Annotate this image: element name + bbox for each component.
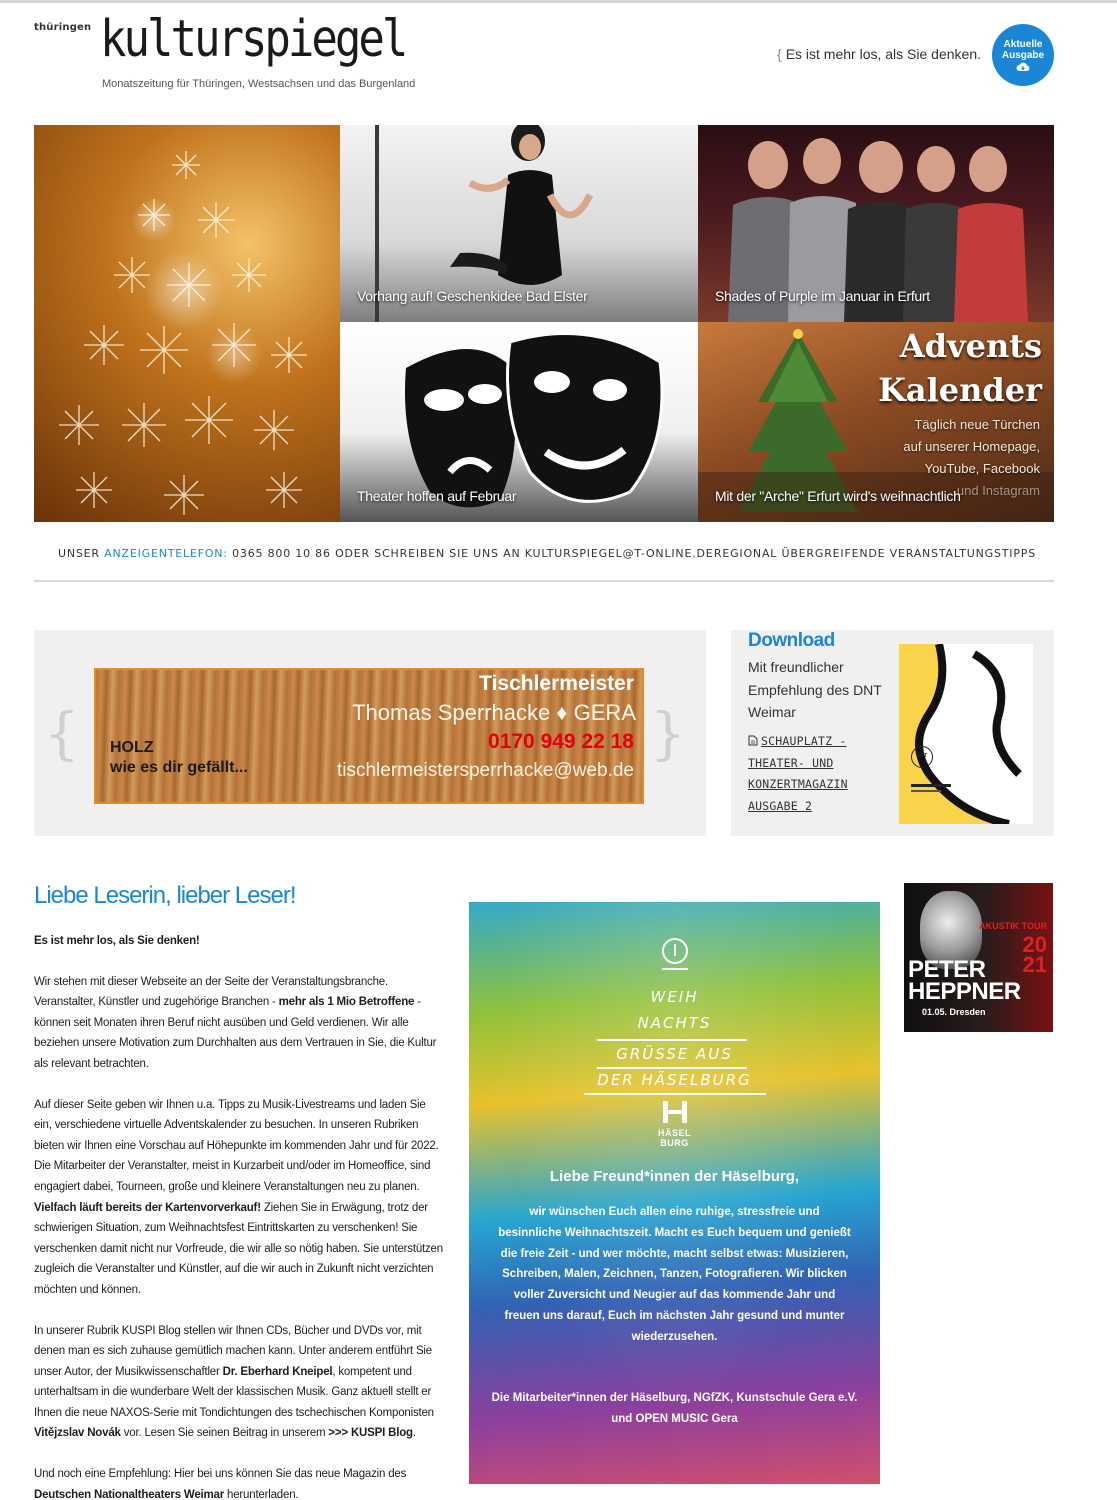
haeselburg-greeting-card[interactable] xyxy=(469,902,880,1484)
hero-tile-christmas-tree[interactable] xyxy=(34,125,340,522)
p3-text-c: , kompetent und unterhaltsam in die wunderbare Welt der klassischen Musik. Ganz aktuell stellt er Ihnen die neue NAXOS-Serie mit Tondichtungen des tschechischen Komponisten xyxy=(34,1365,434,1419)
p2-text-c: Ziehen Sie in Erwägung, trotz der schwierigen Situation, zum Weihnachtsfest Eintrittskarten zu verschenken! Sie verschenken damit nicht nur Vorfreude, die wir alle so nötig haben. Sie unterstützen zugleich die Veranstalter und Künstler, auf die wir auch in Zukunft nicht verzichten möchten und können. xyxy=(34,1201,443,1296)
advent-sub-line2: auf unserer Homepage, xyxy=(903,439,1040,454)
info-bar xyxy=(34,544,1054,582)
card-heading-1: WEIH xyxy=(650,988,699,1006)
hero-caption: Theater hoffen auf Februar xyxy=(357,488,517,504)
peter-heppner-ad[interactable] xyxy=(904,883,1053,1032)
p1-bold: mehr als 1 Mio Betroffene xyxy=(278,996,415,1009)
ph-name-line2: HEPPNER xyxy=(908,978,1021,1005)
advent-title xyxy=(878,324,1042,412)
ph-year xyxy=(1022,932,1047,977)
site-tagline: Monatszeitung für Thüringen, Westsachsen und das Burgenland xyxy=(102,78,416,90)
ad-title: Tischlermeister xyxy=(479,672,634,695)
hero-grid xyxy=(34,125,1054,522)
haeselburg-logo-icon xyxy=(661,1101,689,1123)
card-divider xyxy=(597,1039,747,1041)
advent-sub-line3: YouTube, Facebook xyxy=(924,461,1040,476)
ph-year-line1: 20 xyxy=(1022,932,1047,957)
dnt-badge: DNT xyxy=(911,746,933,768)
slider-prev-arrow[interactable]: { xyxy=(44,702,80,767)
hero-caption: Shades of Purple im Januar in Erfurt xyxy=(715,288,930,304)
info-prefix: UNSER xyxy=(58,547,105,560)
magazine-cover-art xyxy=(899,644,1033,824)
ph-tour: AKUSTIK TOUR xyxy=(979,921,1047,931)
slogan-text: Es ist mehr los, als Sie denken. xyxy=(785,46,981,62)
advent-sub-line4: und Instagram xyxy=(956,483,1040,498)
p1-text-a: Wir stehen mit dieser Webseite an der Seite der Veranstaltungsbranche. Veranstalter, Künstler und zugehörige Branchen - xyxy=(34,975,388,1009)
site-logo[interactable]: kulturspiegel xyxy=(100,10,406,69)
card-heading-4: DER HÄSELBURG xyxy=(597,1071,752,1089)
hero-tile-theater-masks[interactable] xyxy=(340,322,698,522)
advent-title-line2: Kalender xyxy=(878,371,1042,409)
hero-tile-advent-calendar[interactable] xyxy=(698,322,1054,522)
editorial-article xyxy=(34,880,444,1500)
ph-year-line2: 21 xyxy=(1022,952,1047,977)
download-text: Mit freundlicher Empfehlung des DNT Weimar xyxy=(748,659,882,720)
card-divider xyxy=(662,968,688,970)
card-greeting: Liebe Freund*innen der Häselburg, xyxy=(549,1168,800,1185)
ad-phone-info xyxy=(58,547,714,560)
download-link[interactable] xyxy=(748,731,878,817)
info-rest: 0365 800 10 86 ODER SCHREIBEN SIE UNS AN KULTURSPIEGEL@T-ONLINE.DE xyxy=(227,547,714,560)
ad-phone-link[interactable]: ANZEIGENTELEFON: xyxy=(104,547,228,560)
issue-button-line1: Aktuelle xyxy=(1003,38,1043,50)
p3-composer: Vitějzslav Novák xyxy=(34,1427,121,1440)
card-body: wir wünschen Euch allen eine ruhige, stressfreie und besinnliche Weihnachtszeit. Macht es Euch bequem und genießt die freie Zeit - und wer möchte, macht selbst etwas: Musizieren, Schreiben, Malen, Zeichnen, Tanzen, Fotografieren. Wir blicken voller Zuversicht und Neugier auf das kommende Jahr und freuen uns darauf, Euch im nächsten Jahr gesund und munter wiederzusehen. xyxy=(498,1206,851,1343)
issue-button-line2: Ausgabe xyxy=(1001,49,1045,61)
p3-author: Dr. Eberhard Kneipel xyxy=(222,1365,333,1378)
ad-slogan-line1: HOLZ xyxy=(110,739,154,756)
p2-bold: Vielfach läuft bereits der Kartenvorverkauf! xyxy=(34,1201,261,1214)
download-box xyxy=(731,630,1054,836)
magazine-cover[interactable] xyxy=(899,644,1033,824)
slogan-brace: { xyxy=(777,46,782,62)
regional-tips-link[interactable]: REGIONAL ÜBERGREIFENDE VERANSTALTUNGSTIPPS xyxy=(713,547,1036,560)
article-paragraph-4 xyxy=(34,1464,444,1500)
card-divider xyxy=(584,1093,766,1095)
card-brand xyxy=(469,1128,880,1148)
card-brand-line2: BURG xyxy=(660,1138,689,1148)
snowflake-tree-image xyxy=(34,125,340,522)
hero-tile-bad-elster[interactable] xyxy=(340,125,698,322)
kuspi-blog-link[interactable]: >>> KUSPI Blog xyxy=(328,1427,413,1440)
hero-tile-shades-of-purple[interactable] xyxy=(698,125,1054,322)
ph-name xyxy=(908,956,1021,1005)
p4-text-a: Und noch eine Empfehlung: Hier bei uns können Sie das neue Magazin des xyxy=(34,1468,407,1481)
ad-slogan-line2: wie es dir gefällt... xyxy=(110,759,248,776)
ad-email: tischlermeistersperrhacke@web.de xyxy=(336,760,634,781)
ph-name-line1: PETER xyxy=(908,956,986,983)
hero-caption: Vorhang auf! Geschenkidee Bad Elster xyxy=(357,288,588,304)
article-lead: Es ist mehr los, als Sie denken! xyxy=(34,935,200,947)
advent-sub-line1: Täglich neue Türchen xyxy=(914,417,1040,432)
current-issue-button[interactable] xyxy=(992,24,1054,86)
p4-text-c: herunterladen. xyxy=(224,1488,299,1500)
hero-caption: Mit der "Arche" Erfurt wird's weihnachtlich xyxy=(715,488,961,504)
ph-date: 01.05. Dresden xyxy=(922,1007,986,1017)
p1-text-c: - können seit Monaten ihren Beruf nicht ausüben und Geld verdienen. Wir alle beziehen unsere Motivation zum Durchhalten aus dem Vertrauen in Sie, die Kultur als relevant betrachten. xyxy=(34,996,437,1070)
ad-slogan xyxy=(110,738,248,778)
top-border xyxy=(0,0,1117,3)
ad-phone: 0170 949 22 18 xyxy=(488,730,634,753)
download-title: Download xyxy=(748,630,835,651)
ad-slider xyxy=(34,630,706,836)
article-paragraph-3 xyxy=(34,1321,444,1445)
article-paragraph-2 xyxy=(34,1095,444,1301)
card-brand-line1: HÄSEL xyxy=(657,1128,691,1138)
article-paragraph-1 xyxy=(34,972,444,1075)
file-icon xyxy=(748,735,758,746)
card-divider xyxy=(597,1067,747,1069)
p3-text-e: vor. Lesen Sie seinen Beitrag in unserem xyxy=(120,1427,329,1440)
download-link-text: SCHAUPLATZ - THEATER- UND KONZERTMAGAZIN AUSGABE 2 xyxy=(748,734,848,813)
logo-region-label[interactable]: thüringen xyxy=(34,22,92,33)
card-heading-2: NACHTS xyxy=(637,1014,712,1032)
ad-banner-tischlermeister[interactable] xyxy=(94,668,644,804)
p2-text-a: Auf dieser Seite geben wir Ihnen u.a. Tipps zu Musik-Livestreams und laden Sie ein, verschiedene virtuelle Adventskalender zu besuchen. In unseren Rubriken bieten wir Ihnen eine Vorschau auf Höhepunkte im kommenden Jahr und für 2022. Die Mitarbeiter der Veranstalter, meist in Kurzarbeit und/oder im Homeoffice, sind engagiert dabei, Tourneen, große und kleinere Veranstaltungen neu zu planen. xyxy=(34,1098,439,1193)
power-icon xyxy=(662,938,688,964)
card-footer: Die Mitarbeiter*innen der Häselburg, NGfZK, Kunstschule Gera e.V. und OPEN MUSIC Gera xyxy=(491,1392,858,1425)
slider-next-arrow[interactable]: } xyxy=(650,702,686,767)
advent-title-line1: Advents xyxy=(899,327,1042,365)
p3-text-g: . xyxy=(412,1427,416,1440)
p3-text-a: In unserer Rubrik KUSPI Blog stellen wir Ihnen CDs, Bücher und DVDs vor, mit denen man es sich zuhause gemütlich machen kann. Unter anderem entführt Sie unser Autor, der Musikwissenschaftler xyxy=(34,1324,432,1378)
header-slogan xyxy=(777,46,981,62)
ad-name: Thomas Sperrhacke ♦ GERA xyxy=(352,700,636,725)
cloud-download-icon xyxy=(1016,62,1030,72)
article-title: Liebe Leserin, lieber Leser! xyxy=(34,882,296,909)
card-heading-3: GRÜSSE AUS xyxy=(616,1045,733,1063)
dnt-weimar-link[interactable]: Deutschen Nationaltheaters Weimar xyxy=(34,1488,225,1500)
